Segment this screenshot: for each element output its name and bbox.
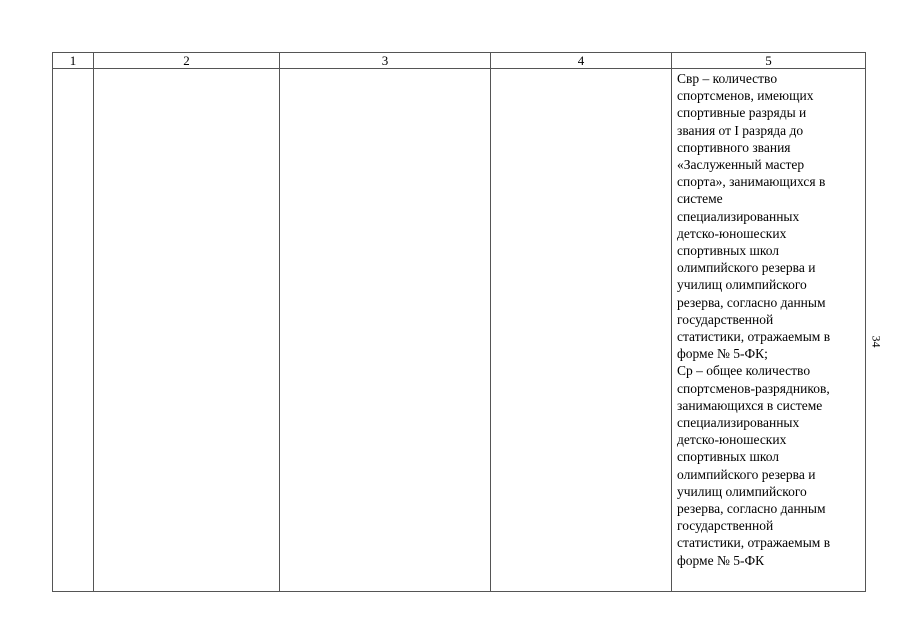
column-header-5: 5 — [672, 53, 866, 69]
definition-text: Свр – количество спортсменов, имеющих спортивные разряды и звания от I разряда до спортивного звания «Заслуженный мастер спорта», занимающихся в системе специализированных детско-юношеских спортивных школ олимпийского резерва и училищ олимпийского резерва, согласно данным государственной статистики, отражаемым в форме № 5-ФК; Ср – общее количество спортсменов-разрядников, занимающихся в системе специализированных детско-юношеских спортивных школ олимпийского резерва и училищ олимпийского резерва, согласно данным государственной статистики, отражаемым в форме № 5-ФК — [677, 71, 831, 568]
table-cell-col1 — [53, 69, 94, 592]
table-header-row — [53, 53, 866, 69]
column-header-4: 4 — [491, 53, 672, 69]
column-header-3: 3 — [280, 53, 491, 69]
table-row — [53, 69, 866, 592]
document-table — [52, 52, 866, 592]
table-cell-col4 — [491, 69, 672, 592]
column-header-1: 1 — [53, 53, 94, 69]
column-header-2: 2 — [94, 53, 280, 69]
table-cell-col3 — [280, 69, 491, 592]
table-cell-col2 — [94, 69, 280, 592]
page-number: 34 — [869, 335, 884, 348]
table-cell-col5 — [672, 69, 866, 592]
